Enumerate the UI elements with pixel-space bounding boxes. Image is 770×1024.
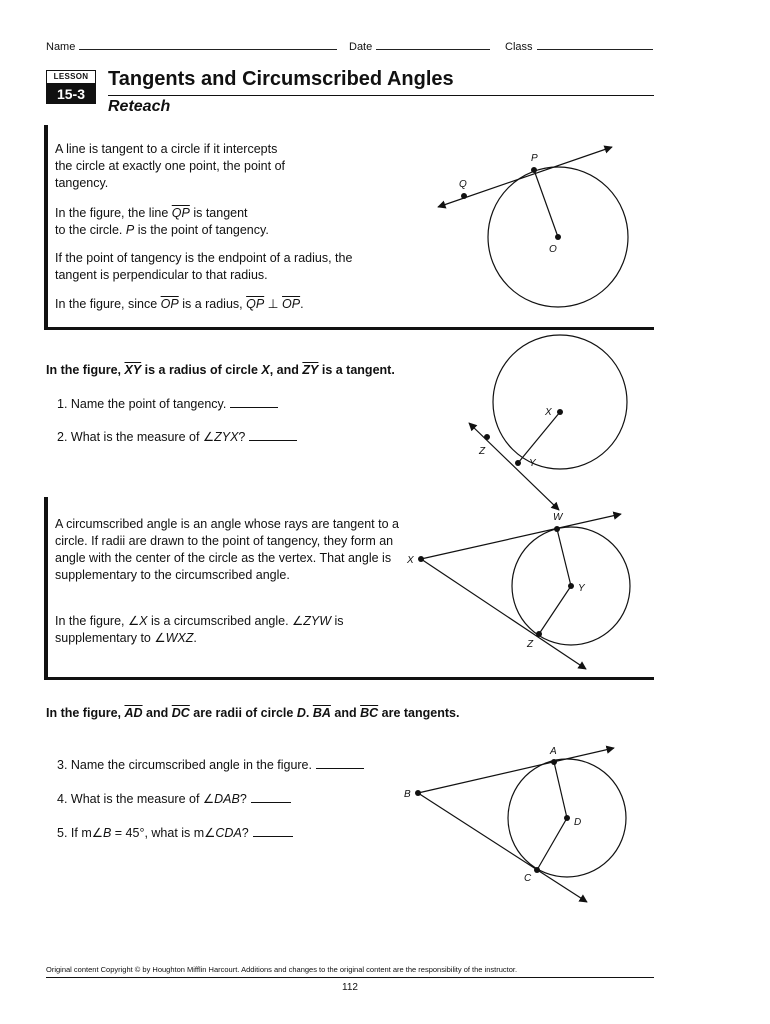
figure2-point-x [557, 409, 563, 415]
figure4-point-a [551, 759, 557, 765]
figure3-point-w [554, 526, 560, 532]
figure4-point-b [415, 790, 421, 796]
question-5: 5. If m∠B = 45°, what is m∠CDA? [57, 825, 293, 842]
figure2-label-y: Y [529, 458, 536, 469]
section4-intro: In the figure, $\overline{AD}$ and $\overline{DC}$ are radii of circle D. $\overline{BA}$ and $\overline{BC}$ are tangents. [46, 706, 460, 720]
question-1: 1. Name the point of tangency. [57, 396, 278, 413]
section1-theorem: If the point of tangency is the endpoint of a radius, the tangent is perpendicular to that radius. [55, 251, 353, 282]
figure2-point-z [484, 434, 490, 440]
copyright-notice: Original content Copyright © by Houghton Mifflin Harcourt. Additions and changes to the original content are the responsibility of the instructor. [46, 965, 518, 974]
figure3-point-x [418, 556, 424, 562]
figure4-ray-bc [418, 793, 587, 902]
figure3-label-z: Z [527, 639, 534, 650]
figure3-label-y: Y [578, 583, 585, 594]
question-3: 3. Name the circumscribed angle in the figure. [57, 757, 364, 774]
figure1-radius [534, 170, 558, 237]
question-2: 2. What is the measure of ∠ZYX? [57, 429, 297, 446]
figure3-ray-xw [421, 514, 621, 559]
question-4: 4. What is the measure of ∠DAB? [57, 791, 291, 808]
answer-5-blank[interactable] [253, 827, 293, 837]
figure1-point-o [555, 234, 561, 240]
section1-definition: A line is tangent to a circle if it intercepts the circle at exactly one point, the point of tangency. [55, 142, 285, 190]
figure4-label-d: D [574, 817, 582, 828]
segment-qp: $\overline{QP}$ [171, 206, 190, 220]
figure4-point-d [564, 815, 570, 821]
figure2-tangent-line [469, 423, 559, 510]
answer-2-blank[interactable] [249, 431, 297, 441]
lesson-number: 15-3 [46, 84, 96, 104]
answer-3-blank[interactable] [316, 759, 364, 769]
figure1-label-q: Q [459, 179, 467, 190]
section2-intro: In the figure, $\overline{XY}$ is a radius of circle X, and $\overline{ZY}$ is a tangent. [46, 363, 395, 377]
figure4-ray-ba [418, 748, 614, 793]
date-label: Date [349, 41, 373, 53]
lesson-word: LESSON [46, 70, 96, 84]
figure2-tangent [469, 335, 627, 510]
section3-definition: A circumscribed angle is an angle whose rays are tangent to a circle. If radii are drawn to the point of tangency, they form an angle with the center of the circle as the vertex. That angle is supplementary to the circumscribed angle. [55, 517, 399, 582]
figure2-label-z: Z [479, 446, 486, 457]
figure3-circumscribed [406, 512, 630, 669]
figure4-label-c: C [524, 873, 532, 884]
figure2-radius [518, 412, 560, 463]
page-subtitle: Reteach [108, 98, 171, 115]
section1-conclusion: In the figure, since $\overline{OP}$ is a radius, $\overline{QP}$ ⊥ $\overline{OP}$. [55, 297, 304, 311]
figure2-label-x: X [545, 407, 552, 418]
figure3-point-y [568, 583, 574, 589]
figure1-label-p: P [531, 153, 538, 164]
figure4-label-a: A [550, 746, 557, 757]
figure3-label-w: W [553, 512, 563, 523]
section3-border-left [44, 497, 48, 680]
figure4-point-c [534, 867, 540, 873]
figure3-radii [539, 529, 571, 634]
footer-divider [46, 977, 654, 978]
figure3-point-z [536, 631, 542, 637]
name-label: Name [46, 41, 76, 53]
figure2-point-y [515, 460, 521, 466]
section3-border-bottom [44, 677, 654, 680]
figure4-circumscribed [404, 746, 626, 902]
figure4-radii [537, 762, 567, 870]
answer-1-blank[interactable] [230, 398, 278, 408]
figure4-label-b: B [404, 789, 411, 800]
answer-4-blank[interactable] [251, 793, 291, 803]
figure1-tangent [438, 147, 628, 307]
section3-example: In the figure, ∠X is a circumscribed angle. ∠ZYW is supplementary to ∠WXZ. [55, 614, 344, 645]
section1-example: In the figure, the line $\overline{QP}$ is tangent to the circle. P is the point of tangency. [55, 206, 269, 237]
figure3-ray-xz [421, 559, 586, 669]
figure2-circle [493, 335, 627, 469]
figure3-label-x: X [407, 555, 414, 566]
page-number: 112 [342, 982, 358, 993]
class-label: Class [505, 41, 533, 53]
page-title: Tangents and Circumscribed Angles [108, 68, 454, 90]
figure1-point-p [531, 167, 537, 173]
figure1-point-q [461, 193, 467, 199]
figure1-label-o: O [549, 244, 557, 255]
